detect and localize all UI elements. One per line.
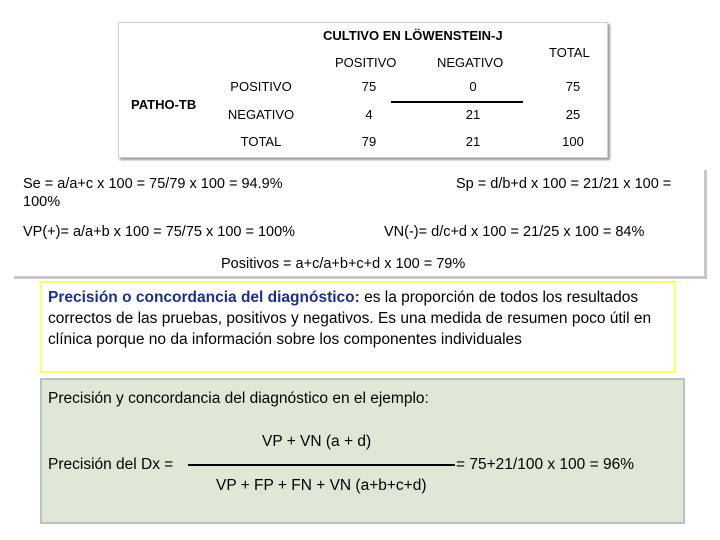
col-header-negativo: NEGATIVO <box>437 55 504 70</box>
cell-a: 75 <box>361 79 377 94</box>
table-title: CULTIVO EN LÖWENSTEIN-J <box>323 28 503 43</box>
cell-d: 21 <box>465 107 481 122</box>
npv-formula: VN(-)= d/c+d x 100 = 21/25 x 100 = 84% <box>384 224 645 240</box>
cell-col1-total: 79 <box>361 134 377 149</box>
cell-row2-total: 25 <box>565 107 581 122</box>
col-header-total: TOTAL <box>549 45 590 60</box>
row-label-positivo: POSITIVO <box>230 79 292 94</box>
table-divider <box>391 101 523 103</box>
example-heading: Precisión y concordancia del diagnóstico en el ejemplo: <box>48 390 429 407</box>
example-box <box>40 378 685 524</box>
sensitivity-formula-cont: 100% <box>23 194 61 210</box>
positives-formula: Positivos = a+c/a+b+c+d x 100 = 79% <box>221 256 466 272</box>
definition-term: Precisión o concordancia del diagnóstico: <box>48 289 360 306</box>
cell-row1-total: 75 <box>565 79 581 94</box>
formula-panel <box>14 170 707 279</box>
ppv-formula: VP(+)= a/a+b x 100 = 75/75 x 100 = 100% <box>23 224 296 240</box>
formula-numerator: VP + VN (a + d) <box>262 433 372 450</box>
definition-text: es la proporción de todos los resultados correctos de las pruebas, positivos y negativos. Es una medida de resumen poco útil en clínica porque no da información sobre los componentes individuales <box>48 289 652 348</box>
precision-label: Precisión del Dx = <box>48 456 174 473</box>
fraction-bar <box>188 464 455 466</box>
col-header-positivo: POSITIVO <box>335 55 397 70</box>
cell-col2-total: 21 <box>465 134 481 149</box>
formula-denominator: VP + FP + FN + VN (a+b+c+d) <box>216 477 427 494</box>
cell-c: 4 <box>365 107 373 122</box>
row-label-total: TOTAL <box>240 134 282 149</box>
specificity-formula: Sp = d/b+d x 100 = 21/21 x 100 = <box>456 176 672 192</box>
precision-result: = 75+21/100 x 100 = 96% <box>456 456 634 473</box>
definition-box <box>40 281 676 373</box>
cell-b: 0 <box>469 79 477 94</box>
contingency-table <box>118 22 608 158</box>
row-group-label: PATHO-TB <box>131 97 197 112</box>
sensitivity-formula: Se = a/a+c x 100 = 75/79 x 100 = 94.9% <box>23 176 283 192</box>
cell-grand-total: 100 <box>562 134 584 149</box>
row-label-negativo: NEGATIVO <box>227 107 295 122</box>
